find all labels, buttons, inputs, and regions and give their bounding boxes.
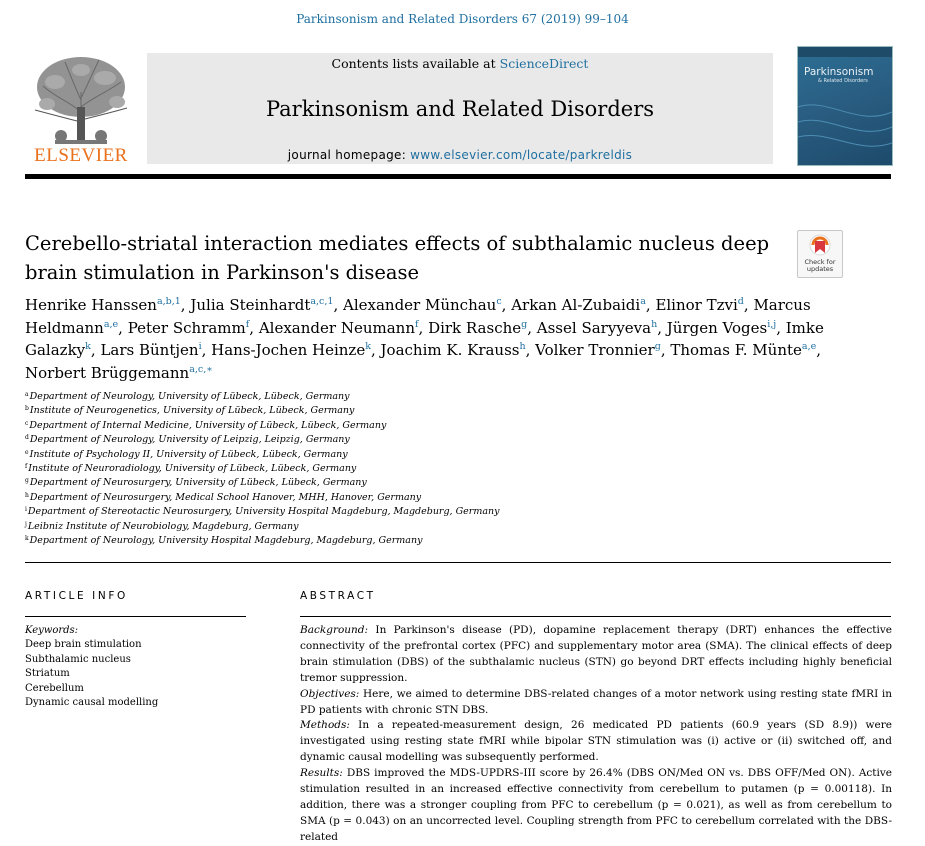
affiliation-item	[25, 534, 625, 548]
affiliation-text: Institute of Neurogenetics, University of Lübeck, Lübeck, Germany	[29, 405, 355, 417]
author	[667, 319, 776, 337]
affiliation-key: h	[25, 491, 29, 499]
affiliation-text: Department of Neurology, University of Leipzig, Leipzig, Germany	[29, 434, 350, 446]
author-affiliation-marker[interactable]: i,j	[767, 318, 777, 330]
author-name[interactable]: Imke Galazky	[25, 318, 824, 359]
cover-title: Parkinsonism	[804, 66, 874, 78]
affiliation-key: f	[25, 463, 28, 471]
homepage-line: journal homepage: www.elsevier.com/locate/parkreldis	[287, 148, 633, 162]
author-affiliation-marker[interactable]: k	[365, 341, 371, 352]
keywords-block	[25, 624, 255, 710]
affiliation-key: e	[25, 448, 29, 456]
author-affiliation-marker[interactable]: f	[414, 318, 419, 330]
affiliation-key: a	[25, 391, 29, 398]
author-name[interactable]: Jürgen Voges	[666, 318, 768, 337]
author-affiliation-marker[interactable]: h	[651, 318, 658, 330]
author-affiliation-marker[interactable]: a,e	[801, 341, 817, 352]
author	[25, 364, 213, 382]
author-affiliation-marker[interactable]: a,b,1	[156, 296, 181, 307]
author-affiliation-marker[interactable]: f	[245, 318, 250, 330]
cover-pattern	[798, 47, 892, 165]
affiliation-item	[25, 476, 625, 490]
affiliation-key: k	[25, 535, 29, 543]
keyword-item: Deep brain stimulation	[25, 639, 142, 651]
author-name[interactable]: Julia Steinhardt	[190, 296, 311, 314]
keyword-item: Dynamic causal modelling	[25, 697, 159, 709]
affiliation-item	[25, 491, 625, 505]
abstract-paragraph	[300, 718, 892, 766]
author-name[interactable]: Henrike Hanssen	[25, 296, 157, 314]
article-title: Cerebello-striatal interaction mediates effects of subthalamic nucleus deep brain stimulation in Parkinson's disease	[25, 232, 770, 284]
author	[211, 341, 371, 359]
author-name[interactable]: Thomas F. Münte	[670, 341, 802, 359]
sciencedirect-link[interactable]: ScienceDirect	[499, 56, 589, 71]
keywords-label: Keywords:	[25, 625, 79, 636]
affiliation-key: c	[25, 419, 29, 427]
abstract-body	[300, 623, 892, 846]
author-name[interactable]: Lars Büntjen	[100, 341, 199, 359]
author-affiliation-marker[interactable]: a	[640, 296, 646, 307]
author-affiliation-marker[interactable]: a,c,1	[310, 296, 334, 307]
affiliation-text: Department of Neurosurgery, Medical School Hanover, MHH, Hanover, Germany	[29, 491, 422, 503]
author	[670, 341, 816, 359]
author-name[interactable]: Marcus Heldmann	[25, 296, 811, 337]
abstract-section-text: DBS improved the MDS-UPDRS-III score by 26.4% (DBS ON/Med ON vs. DBS OFF/Med ON). Active stimulation resulted in an increased effective connectivity from cerebellum to putamen (p = 0.00118). In addition, there was a stronger coupling from PFC to cerebellum (p = 0.021), as well as from cerebellum to SMA (p = 0.043) on an uncorrected level. Coupling strength from PFC to cerebellum correlated with the DBS-related	[300, 767, 892, 843]
author-name[interactable]: Volker Tronnier	[535, 341, 655, 359]
affiliation-item	[25, 433, 625, 447]
author	[381, 341, 526, 359]
author	[343, 296, 502, 314]
affiliation-text: Department of Internal Medicine, University of Lübeck, Lübeck, Germany	[29, 419, 387, 431]
journal-cover-image[interactable]	[797, 46, 893, 166]
author-affiliation-marker[interactable]: i	[198, 341, 202, 352]
abstract-section-text: In a repeated-measurement design, 26 medicated PD patients (60.9 years (SD 8.9)) were investigated using resting state fMRI while bipolar STN stimulation was (i) active or (ii) switched off, and dynamic causal modelling was subsequently performed.	[300, 719, 892, 764]
affiliation-item	[25, 462, 625, 476]
author	[100, 341, 201, 359]
journal-homepage-link[interactable]: www.elsevier.com/locate/parkreldis	[410, 148, 633, 162]
author-affiliation-marker[interactable]: k	[85, 341, 91, 352]
article-info-rule	[25, 616, 246, 617]
affiliation-text: Department of Stereotactic Neurosurgery, University Hospital Magdeburg, Magdeburg, Germany	[27, 506, 500, 518]
abstract-heading: ABSTRACT	[300, 590, 376, 602]
author-name[interactable]: Alexander Neumann	[258, 318, 415, 337]
author-name[interactable]: Assel Saryyeva	[536, 318, 652, 337]
article-info-heading: ARTICLE INFO	[25, 590, 128, 602]
affiliation-list	[25, 390, 625, 548]
affiliation-item	[25, 404, 625, 418]
author-name[interactable]: Norbert Brüggemann	[25, 363, 190, 382]
author-affiliation-marker[interactable]: a,e	[103, 318, 119, 330]
author-name[interactable]: Hans-Jochen Heinze	[211, 341, 366, 359]
author	[535, 341, 661, 359]
check-updates-icon	[798, 231, 842, 259]
affiliation-text: Institute of Neuroradiology, University of Lübeck, Lübeck, Germany	[28, 463, 357, 475]
journal-citation[interactable]: Parkinsonism and Related Disorders 67 (2019) 99–104	[296, 12, 629, 26]
affiliation-item	[25, 448, 625, 462]
header-rule	[25, 174, 891, 179]
affiliation-text: Leibniz Institute of Neurobiology, Magdeburg, Germany	[27, 520, 299, 532]
author-name[interactable]: Joachim K. Krauss	[380, 341, 520, 359]
publisher-name[interactable]: ELSEVIER	[34, 145, 128, 166]
check-for-updates-button[interactable]	[797, 230, 843, 278]
affiliation-item	[25, 419, 625, 433]
journal-masthead	[147, 53, 773, 164]
affiliation-item	[25, 390, 625, 404]
abstract-section-label: Objectives:	[300, 687, 360, 700]
abstract-section-text: In Parkinson's disease (PD), dopamine replacement therapy (DRT) enhances the effective connectivity of the prefrontal cortex (PFC) and supplementary motor area (SMA). The clinical effects of deep brain stimulation (DBS) of the subthalamic nucleus (STN) go beyond DRT effects including highly beneficial tremor suppression.	[300, 624, 892, 684]
affiliation-key: j	[25, 520, 27, 528]
abstract-rule	[300, 616, 891, 617]
abstract-section-text: Here, we aimed to determine DBS-related changes of a motor network using resting state fMRI in PD patients with chronic STN DBS.	[300, 687, 892, 716]
author-affiliation-marker[interactable]: a,c,∗	[189, 363, 213, 375]
affiliation-key: g	[25, 477, 29, 485]
author	[655, 296, 743, 314]
journal-title: Parkinsonism and Related Disorders	[265, 97, 655, 121]
cover-subtitle: & Related Disorders	[818, 78, 868, 84]
affiliation-item	[25, 520, 625, 534]
author-affiliation-marker[interactable]: d	[737, 296, 744, 307]
author	[190, 296, 333, 314]
affiliation-text: Institute of Psychology II, University of Lübeck, Lübeck, Germany	[29, 448, 348, 460]
author	[537, 319, 657, 337]
author	[25, 296, 181, 314]
keyword-item: Striatum	[25, 668, 70, 680]
author-name[interactable]: Arkan Al-Zubaidi	[511, 296, 641, 314]
abstract-paragraph	[300, 766, 892, 846]
author-affiliation-marker[interactable]: c	[496, 296, 502, 307]
author-affiliation-marker[interactable]: g	[521, 318, 528, 330]
author	[428, 319, 527, 337]
author-name[interactable]: Alexander Münchau	[343, 296, 497, 314]
keywords-list	[25, 638, 255, 710]
abstract-section-label: Background:	[300, 624, 369, 636]
affiliation-text: Department of Neurosurgery, University of Lübeck, Lübeck, Germany	[29, 477, 367, 489]
author-list: Henrike Hanssen$^{a,b,1}$, Julia Steinhardt$^{a,c,1}$, Alexander Münchau$^c$, Arkan Al-Zubaidi$^a$, Elinor Tzvi$^d$, Marcus Heldmann$^{a,e}$, Peter Schramm$^f$, Alexander Neumann$^f$, Dirk Rasche$^g$, Assel Saryyeva$^h$, Jürgen Voges$^{i,j}$, Imke Galazky$^k$, Lars Büntjen$^i$, Hans-Jochen Heinze$^k$, Joachim K. Krauss$^h$, Volker Tronnier$^g$, Thomas F. Münte$^{a,e}$, Norbert Brüggemann$^{a,c,∗}$	[25, 296, 824, 382]
author-affiliation-marker[interactable]: h	[519, 341, 526, 352]
affiliation-text: Department of Neurology, University Hospital Magdeburg, Magdeburg, Germany	[29, 535, 423, 547]
abstract-paragraph	[300, 687, 892, 719]
contents-line: Contents lists available at ScienceDirect	[331, 56, 589, 71]
author	[128, 319, 250, 337]
abstract-paragraph	[300, 623, 892, 687]
keyword-item: Cerebellum	[25, 682, 84, 694]
affiliation-key: i	[25, 506, 27, 514]
author-affiliation-marker[interactable]: g	[654, 341, 661, 352]
affiliation-text: Department of Neurology, University of Lübeck, Lübeck, Germany	[29, 391, 350, 402]
abstract-section-label: Methods:	[300, 719, 350, 732]
author-name[interactable]: Elinor Tzvi	[655, 296, 738, 314]
section-rule	[25, 562, 891, 563]
abstract-section-label: Results:	[300, 767, 343, 780]
author-name[interactable]: Peter Schramm	[127, 318, 246, 337]
author-name[interactable]: Dirk Rasche	[428, 318, 522, 337]
keyword-item: Subthalamic nucleus	[25, 653, 131, 665]
affiliation-key: d	[25, 434, 29, 442]
author	[259, 319, 419, 337]
author	[511, 296, 646, 314]
check-updates-label: Check for updates	[804, 258, 836, 273]
affiliation-key: b	[25, 405, 29, 413]
affiliation-item	[25, 505, 625, 519]
